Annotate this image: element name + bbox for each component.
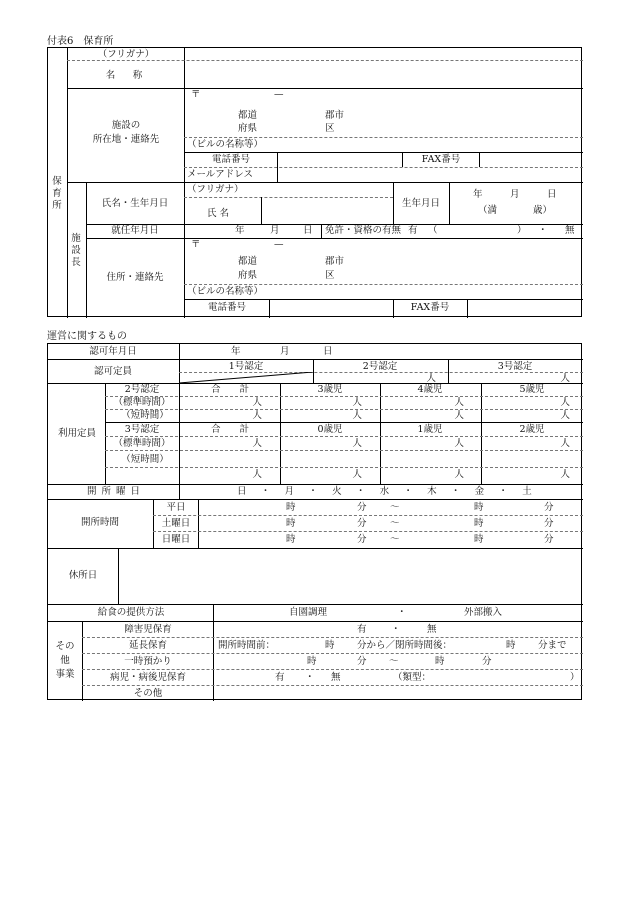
temp-min1: 分 (357, 656, 367, 667)
birth-label: 生年月日 (401, 198, 441, 209)
director-address-label: 住所・連絡先 (106, 272, 164, 283)
birth-month: 月 (510, 189, 520, 200)
day-sep: ・ (260, 486, 271, 497)
day-sep: ・ (498, 486, 508, 497)
day-sep: ・ (308, 486, 318, 497)
usage-cert2-std: （標準時間） (113, 397, 171, 408)
su-tilde: ～ (390, 534, 400, 545)
disabled-yes: 有 (357, 624, 367, 635)
usage-cert3: 3号認定 (124, 424, 160, 435)
sick-dot: ・ (305, 672, 315, 683)
sa-m1: 分 (357, 518, 367, 529)
open-days-label: 開 所 曜 日 (86, 486, 142, 497)
pref-label-2: 府県 (238, 123, 258, 134)
day-thu: 木 (427, 486, 437, 497)
usage-total-a: 合 計 (210, 384, 250, 395)
director-pref-2: 府県 (238, 270, 258, 281)
license-paren-open: （ (428, 225, 438, 236)
other-label-1: その (55, 641, 75, 652)
usage-total-b: 合 計 (210, 424, 250, 435)
other-label-2: 他 (60, 655, 70, 666)
appoint-day: 日 (303, 225, 313, 236)
temp-tilde: ～ (389, 656, 399, 667)
ext-before: 開所時間前： (218, 640, 276, 651)
meal-dot: ・ (397, 607, 407, 618)
day-sep: ・ (450, 486, 461, 497)
ext-hour1: 時 (325, 640, 335, 651)
usage-capacity-label: 利用定員 (57, 428, 97, 439)
sa-h2: 時 (474, 518, 484, 529)
misc-label: その他 (133, 688, 163, 699)
director-building-label: （ビルの名称等） (187, 286, 264, 297)
open-days-row (237, 486, 532, 497)
day-sep: ・ (403, 486, 413, 497)
unit: 人 (454, 397, 464, 408)
usage-cert2-short: （短時間） (121, 410, 169, 421)
age-5: 5歳児 (519, 384, 545, 395)
age-3: 3歳児 (317, 384, 343, 395)
day-fri: 金 (474, 486, 485, 497)
cap-cert3-person: 人 (560, 373, 570, 384)
disabled-care-label: 障害児保育 (124, 624, 172, 635)
weekday-label: 平日 (166, 502, 186, 513)
unit: 人 (352, 397, 362, 408)
director-furigana: （フリガナ） (187, 184, 244, 195)
day-sat: 土 (522, 486, 532, 497)
sa-m2: 分 (544, 518, 554, 529)
unit: 人 (454, 469, 464, 480)
unit: 人 (454, 410, 464, 421)
approval-day: 日 (323, 346, 333, 357)
license-no: 無 (565, 225, 575, 236)
cap-cert2-person: 人 (426, 373, 436, 384)
sick-no: 無 (331, 672, 341, 683)
director-name-label: 氏名・生年月日 (101, 198, 169, 209)
sa-h1: 時 (286, 518, 296, 529)
fax-label: FAX番号 (421, 154, 461, 165)
disabled-dot: ・ (391, 624, 401, 635)
sick-care-label: 病児・病後児保育 (109, 672, 187, 683)
approval-month: 月 (280, 346, 290, 357)
license-label: 免許・資格の有無 (325, 225, 402, 236)
unit: 人 (454, 438, 464, 449)
saturday-label: 土曜日 (161, 518, 191, 529)
unit: 人 (252, 410, 262, 421)
license-dot: ・ (538, 225, 548, 236)
postal-dash: — (274, 89, 284, 100)
meal-label: 給食の提供方法 (97, 607, 165, 618)
director-city-2: 区 (325, 270, 335, 281)
birth-day: 日 (547, 189, 557, 200)
unit: 人 (352, 438, 362, 449)
sick-type: （類型： (393, 672, 432, 683)
su-h1: 時 (286, 534, 296, 545)
hours-label: 開所時間 (80, 517, 120, 528)
wd-tilde: ～ (390, 502, 400, 513)
unit: 人 (352, 410, 362, 421)
closed-days-label: 休所日 (68, 570, 98, 581)
usage-cert3-short: （短時間） (121, 454, 169, 465)
sunday-label: 日曜日 (161, 534, 191, 545)
wd-m2: 分 (544, 502, 554, 513)
ext-hour2: 時 (506, 640, 516, 651)
su-m1: 分 (357, 534, 367, 545)
age-0: 0歳児 (317, 424, 343, 435)
unit: 人 (352, 469, 362, 480)
director-pref-1: 都道 (238, 256, 258, 267)
other-label-3: 事業 (55, 669, 75, 680)
temp-hour2: 時 (435, 656, 445, 667)
su-m2: 分 (544, 534, 554, 545)
wd-m1: 分 (357, 502, 367, 513)
day-wed: 水 (379, 486, 390, 497)
approval-date-label: 認可年月日 (89, 346, 137, 357)
age-4: 4歳児 (417, 384, 443, 395)
director-city-1: 郡市 (325, 256, 345, 267)
director-postal-dash: — (274, 239, 284, 250)
day-sun: 日 (237, 486, 247, 497)
license-paren-close: ） (517, 225, 527, 236)
building-label: （ビルの名称等） (187, 139, 264, 150)
unit: 人 (560, 397, 570, 408)
sick-yes: 有 (275, 672, 285, 683)
appoint-month: 月 (270, 225, 280, 236)
director-tel-label: 電話番号 (207, 302, 247, 313)
unit: 人 (252, 469, 262, 480)
birth-year: 年 (473, 189, 483, 200)
usage-cert2: 2号認定 (124, 384, 160, 395)
unit: 人 (252, 438, 262, 449)
form-title: 付表6 保育所 (47, 36, 114, 47)
unit: 人 (252, 397, 262, 408)
meal-self: 自園調理 (289, 607, 328, 618)
usage-cert3-std: （標準時間） (113, 438, 171, 449)
operations-table (47, 343, 582, 700)
ext-until: 分まで (538, 640, 567, 651)
director-side-label: 施 設 長 (71, 233, 81, 268)
furigana-label: （フリガナ） (97, 49, 155, 60)
su-h2: 時 (474, 534, 484, 545)
day-sep: ・ (355, 486, 366, 497)
approval-year: 年 (231, 346, 241, 357)
age-open: （満 (478, 205, 498, 216)
facility-side-label: 保 育 所 (52, 176, 62, 211)
capacity-label: 認可定員 (93, 366, 133, 377)
day-tue: 火 (332, 486, 342, 497)
address-label-2: 所在地・連絡先 (92, 134, 160, 145)
city-label-2: 区 (325, 123, 335, 134)
name-label: 名 称 (105, 70, 147, 81)
wd-h2: 時 (474, 502, 484, 513)
address-label-1: 施設の (111, 120, 141, 131)
sick-close: ） (570, 672, 580, 683)
license-yes: 有 (408, 225, 418, 236)
age-close: 歳） (533, 205, 553, 216)
capacity-diagonal (179, 372, 313, 383)
unit: 人 (560, 469, 570, 480)
director-name: 氏 名 (207, 208, 230, 219)
facility-table (47, 47, 582, 317)
temp-care-label: 一時預かり (124, 656, 172, 667)
postal-mark: 〒 (191, 89, 201, 100)
tel-label: 電話番号 (211, 154, 251, 165)
age-2: 2歳児 (519, 424, 545, 435)
email-label: メールアドレス (187, 169, 254, 180)
city-label-1: 郡市 (325, 110, 345, 121)
temp-hour1: 時 (307, 656, 317, 667)
unit: 人 (560, 438, 570, 449)
temp-min2: 分 (482, 656, 492, 667)
cap-cert1: 1号認定 (228, 361, 264, 372)
director-postal-mark: 〒 (191, 239, 201, 250)
day-mon: 月 (284, 486, 295, 497)
disabled-no: 無 (427, 624, 437, 635)
director-fax-label: FAX番号 (410, 302, 450, 313)
meal-out: 外部搬入 (464, 607, 503, 618)
cap-cert2: 2号認定 (362, 361, 398, 372)
operations-title: 運営に関するもの (47, 331, 127, 342)
appoint-year: 年 (235, 225, 245, 236)
cap-cert3: 3号認定 (497, 361, 533, 372)
appointment-label: 就任年月日 (111, 225, 159, 236)
sa-tilde: ～ (390, 518, 400, 529)
wd-h1: 時 (286, 502, 296, 513)
pref-label-1: 都道 (238, 110, 258, 121)
unit: 人 (560, 410, 570, 421)
extended-care-label: 延長保育 (128, 640, 168, 651)
age-1: 1歳児 (417, 424, 443, 435)
ext-from: 分から／閉所時間後： (357, 640, 453, 651)
